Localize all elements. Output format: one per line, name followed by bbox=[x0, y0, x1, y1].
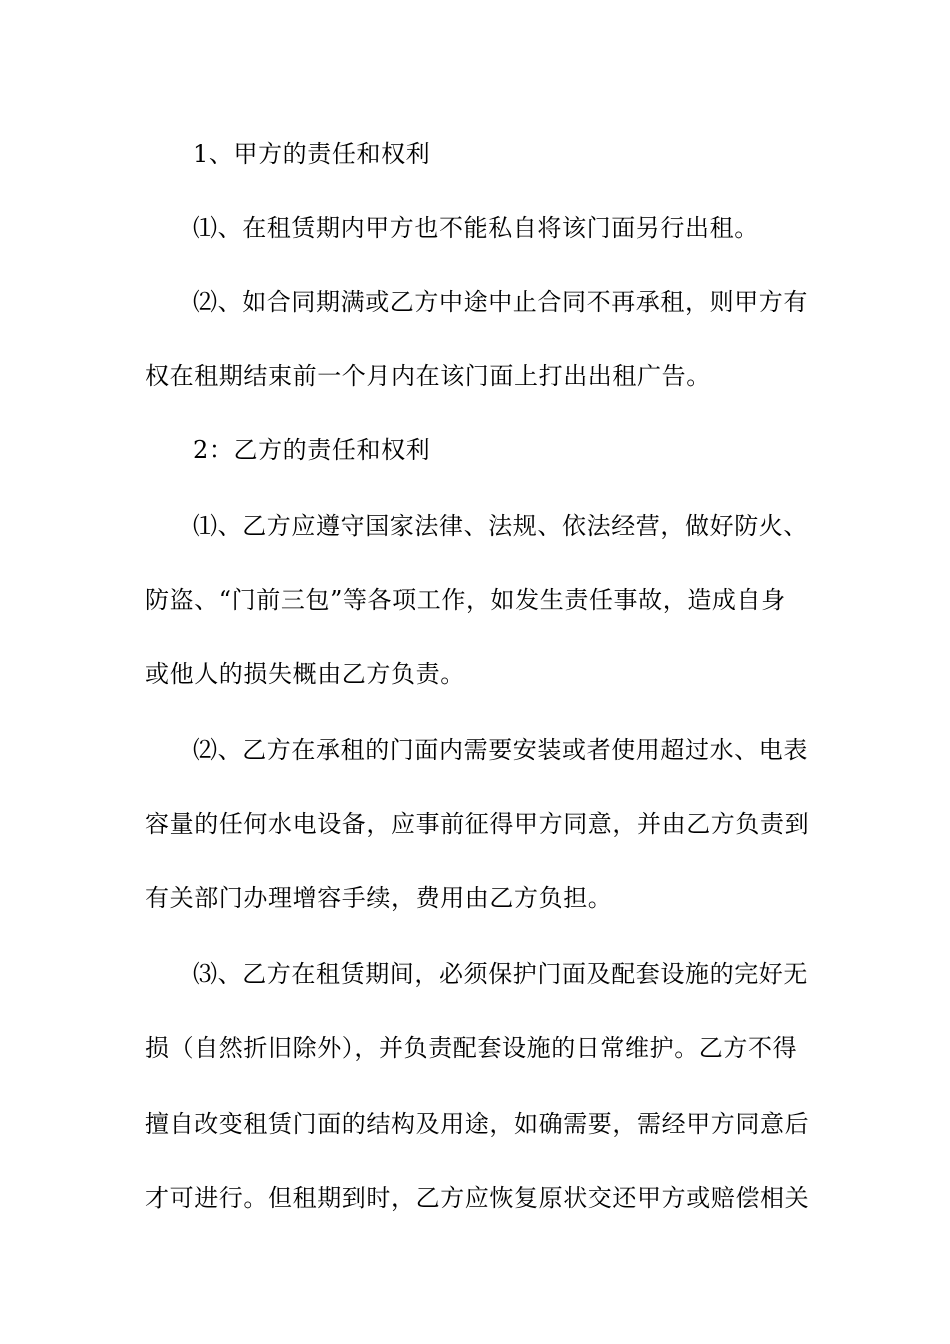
paragraph-line: 有关部门办理增容手续，费用由乙方负担。 bbox=[145, 884, 613, 912]
paragraph-line: ⑴、乙方应遵守国家法律、法规、依法经营，做好防火、 bbox=[193, 512, 808, 540]
paragraph-line: 才可进行。但租期到时，乙方应恢复原状交还甲方或赔偿相关 bbox=[145, 1184, 810, 1212]
section-heading-party-b: 2：乙方的责任和权利 bbox=[193, 436, 431, 464]
paragraph-line: 权在租期结束前一个月内在该门面上打出出租广告。 bbox=[145, 362, 711, 390]
paragraph-line: 容量的任何水电设备，应事前征得甲方同意，并由乙方负责到 bbox=[145, 810, 810, 838]
paragraph-line: ⑵、如合同期满或乙方中途中止合同不再承租，则甲方有 bbox=[193, 288, 808, 316]
paragraph-line: ⑶、乙方在租赁期间，必须保护门面及配套设施的完好无 bbox=[193, 960, 808, 988]
paragraph-line: 防盗、“门前三包”等各项工作，如发生责任事故，造成自身 bbox=[145, 586, 786, 614]
paragraph-line: 或他人的损失概由乙方负责。 bbox=[145, 660, 465, 688]
paragraph-line: 擅自改变租赁门面的结构及用途，如确需要，需经甲方同意后 bbox=[145, 1110, 810, 1138]
paragraph-line: 损（自然折旧除外），并负责配套设施的日常维护。乙方不得 bbox=[145, 1034, 798, 1062]
paragraph-line: ⑴、在租赁期内甲方也不能私自将该门面另行出租。 bbox=[193, 214, 759, 242]
paragraph-line: ⑵、乙方在承租的门面内需要安装或者使用超过水、电表 bbox=[193, 736, 808, 764]
section-heading-party-a: 1、甲方的责任和权利 bbox=[193, 140, 431, 168]
